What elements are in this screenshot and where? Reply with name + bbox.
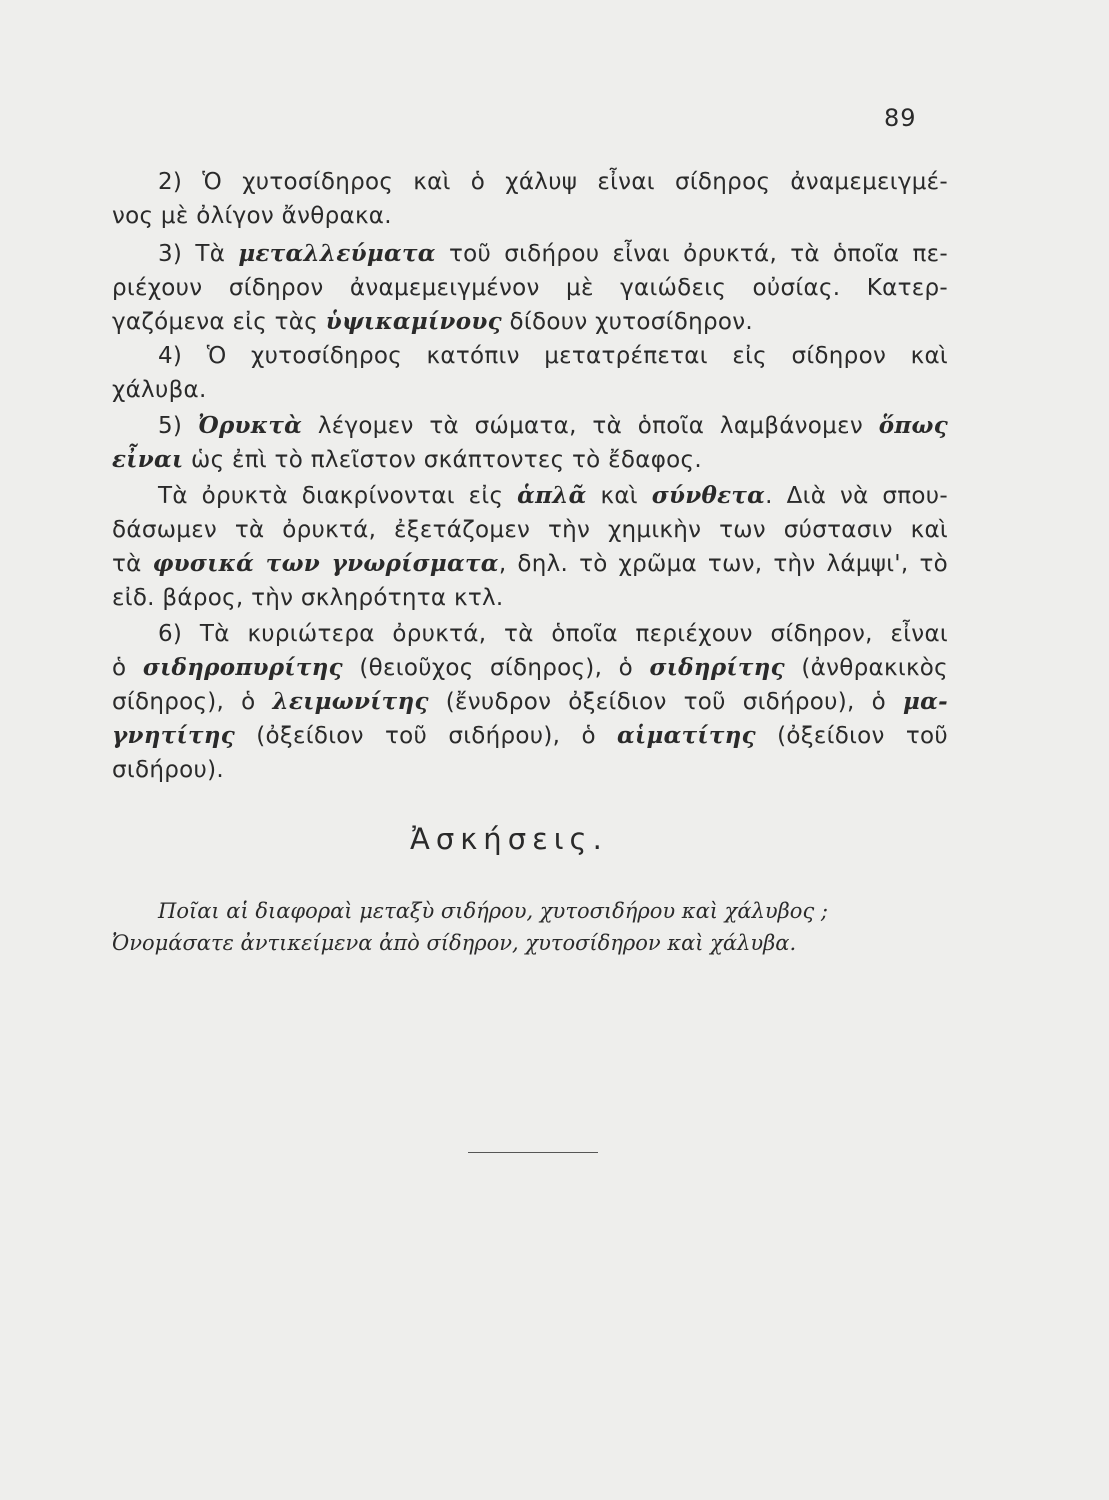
term-apla: ἁπλᾶ <box>517 482 587 509</box>
body-line: Τὰ ὀρυκτὰ διακρίνονται εἰς ἁπλᾶ καὶ σύνθετα. Διὰ νὰ σπου- <box>158 482 948 509</box>
body-line: ὁ σιδηροπυρίτης (θειοῦχος σίδηρος), ὁ σιδηρίτης (ἀνθρακικὸς <box>112 654 948 681</box>
term-aimatitis: αἱματίτης <box>617 722 756 749</box>
term-syntheta: σύνθετα <box>651 482 766 509</box>
term-sidiropyritis: σιδηροπυρίτης <box>142 654 343 681</box>
body-line: εἰδ. βάρος, τὴν σκληρότητα κτλ. <box>112 585 504 611</box>
section-heading: Ἀσκήσεις. <box>410 822 608 856</box>
exercise-question: Ποῖαι αἱ διαφοραὶ μεταξὺ σιδήρου, χυτοσιδήρου καὶ χάλυβος ; <box>158 899 828 923</box>
term-orykta: Ὀρυκτὰ <box>197 412 303 439</box>
body-line: 4) Ὁ χυτοσίδηρος κατόπιν μετατρέπεται εἰς σίδηρον καὶ <box>158 343 948 369</box>
body-line: σιδήρου). <box>112 757 224 783</box>
body-line: 2) Ὁ χυτοσίδηρος καὶ ὁ χάλυψ εἶναι σίδηρος ἀναμεμειγμέ- <box>158 169 948 195</box>
page-number: 89 <box>884 104 917 132</box>
term-leimonitis: λειμωνίτης <box>272 688 429 715</box>
term-metalleumata: μεταλλεύματα <box>238 240 436 267</box>
body-line: 3) Τὰ μεταλλεύματα τοῦ σιδήρου εἶναι ὀρυκτά, τὰ ὁποῖα πε- <box>158 240 948 267</box>
body-line: γαζόμενα εἰς τὰς ὑψικαμίνους δίδουν χυτοσίδηρον. <box>112 308 754 335</box>
term-fysika-gnorismata: φυσικά των γνωρίσματα <box>152 550 499 577</box>
term-magnitits: γνητίτης <box>112 722 236 749</box>
exercise-question: Ὀνομάσατε ἀντικείμενα ἀπὸ σίδηρον, χυτοσίδηρον καὶ χάλυβα. <box>112 931 797 955</box>
body-line: ριέχουν σίδηρον ἀναμεμειγμένον μὲ γαιώδεις οὐσίας. Κατερ- <box>112 275 948 301</box>
body-line: νος μὲ ὀλίγον ἄνθρακα. <box>112 203 392 229</box>
body-line: 5) Ὀρυκτὰ λέγομεν τὰ σώματα, τὰ ὁποῖα λαμβάνομεν ὅπως <box>158 412 948 439</box>
term-sidiritis: σιδηρίτης <box>649 654 785 681</box>
body-line: εἶναι ὡς ἐπὶ τὸ πλεῖστον σκάπτοντες τὸ ἔδαφος. <box>112 446 702 473</box>
term-ypsikaminous: ὑψικαμίνους <box>325 308 502 335</box>
body-line: χάλυβα. <box>112 377 207 403</box>
body-line: δάσωμεν τὰ ὀρυκτά, ἐξετάζομεν τὴν χημικὴν των σύστασιν καὶ <box>112 517 948 543</box>
body-line: σίδηρος), ὁ λειμωνίτης (ἔνυδρον ὀξείδιον τοῦ σιδήρου), ὁ μα- <box>112 688 948 715</box>
body-line: 6) Τὰ κυριώτερα ὀρυκτά, τὰ ὁποῖα περιέχουν σίδηρον, εἶναι <box>158 621 948 647</box>
divider-rule <box>468 1152 598 1153</box>
body-line: γνητίτης (ὀξείδιον τοῦ σιδήρου), ὁ αἱματίτης (ὀξείδιον τοῦ <box>112 722 948 749</box>
body-line: τὰ φυσικά των γνωρίσματα, δηλ. τὸ χρῶμα των, τὴν λάμψι', τὸ <box>112 550 949 577</box>
